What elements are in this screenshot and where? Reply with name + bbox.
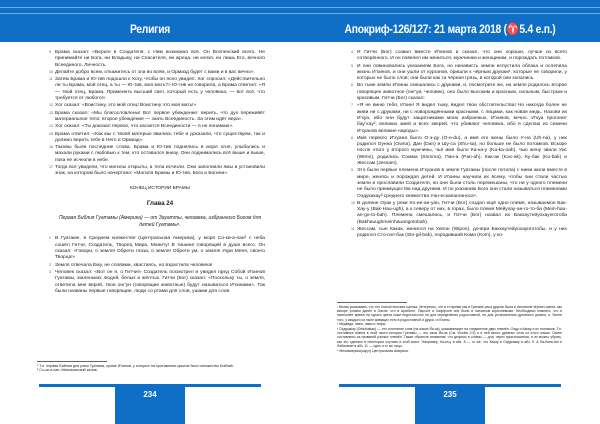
verse-text: Хог сказал: «Ты доказал первое, что касается Всеединости — я не понимаю».: [55, 124, 234, 130]
verse-number: 10: [351, 200, 355, 205]
footnote: ² Медведи, змеи, львы и тигры.: [337, 322, 387, 327]
verse-number: 15: [49, 131, 53, 136]
verse-text: Брама ответил: «Как мы с твоей матерью явились тебе и доказали, что существуем, так и должно верить тебе в Него и Ормазд».: [55, 131, 265, 143]
page-number: 234: [115, 386, 185, 424]
verse: [49, 77, 265, 102]
verse: [351, 200, 567, 226]
verse: [49, 50, 265, 69]
verse: [49, 262, 265, 269]
verse-number: 10: [49, 69, 53, 74]
verse-number: 9: [49, 50, 51, 54]
verse: [351, 83, 567, 102]
end-title: КОНЕЦ ИСТОРИИ БРАМЫ: [129, 185, 191, 191]
verse: [49, 269, 265, 295]
verse-number: 11: [351, 227, 355, 232]
verse: [351, 168, 567, 199]
footnote: ¹ Т.е. первая Библия для расы Гуатамы, кроме И'хинов, у которых на протяжении циклов было множество Библий.: [37, 363, 234, 368]
verse-number: 11: [49, 77, 53, 82]
verse-number: 2: [49, 262, 51, 267]
verse: [49, 110, 265, 124]
verse-text: В долине Оуак у реки Хо-ин-ан-уан, Гитчи (Бог) создал ещё одно племя, называемое Бак-Хау-у (Bak-Hau-ugh), а к северу от них, в горах, было племя Мейухау-ан-го-то-ба (Mein-hau-an-go-to-bah). Племена смешались, и Гитчи (Бог) назвал их Бакхаутейуохаунготоба (Bakhauughmeinhauangotobah).: [357, 200, 567, 225]
verse-number: 1: [49, 236, 51, 241]
page-header: [0, 0, 300, 42]
verse-number: 3: [49, 269, 51, 274]
verse-text: Это были первые племена И'хуанов в земле Гуатамы (после потопа) с ними жили вместе в мире, женясь и порождая детей. И И'хины научили их всему, чтобы они стали частью земли и прославили Создателя, но они были столь перемешаны, что ни у одного племени не было преимущества над другими. И по указанию Бога они стали называться племенами Оэдукакау³ среднего княжества Уан-ескапанганоса⁴.: [357, 168, 567, 199]
footnote: ¹ Вновь указываем, что это статистическая оценка. Интересно, что в то время как в Гуатаме раса друков была в основном чёрного цвета, мы вскоре узнаем далее в Оаспе, что в Арабин'е, Парси'е и Хафф'оне они были в основном коричневыми. Необходимо помнить, что в нынешнее время ни одного цвета кожи недостаточно ни для определения родословной, ни для установления духовного уровня, и, более того, у каждого из ныне живущих есть в родословной и друки, и И'хины.: [337, 304, 562, 322]
verse: [49, 145, 265, 164]
verse: [351, 63, 567, 83]
verse-number: 17: [49, 165, 53, 170]
verse-text: Таковы были последние слова. Брама и Ю-тив поднялись в море огня, улыбались и махали руками с любовью к тем, кто оставался внизу. Они поднимались всё выше и выше, пока не исчезли в небе.: [55, 145, 265, 163]
verse-number: 16: [49, 145, 53, 150]
verse-number: 8: [351, 135, 353, 140]
verse-number: 4: [351, 50, 353, 54]
verse-number: 7: [351, 103, 353, 108]
verse: [49, 131, 265, 145]
verse-number: 6: [351, 83, 353, 88]
footnote: ⁴ Мезоамерика(округ) Центральная Америка.: [337, 348, 409, 353]
verse-text: «Я не виню тебя, И'хин! Я видел тьму, видел твои обстоятельства! Но никогда более не живи ни с друками, ни с новорождёнными красными, с лицами, как новая медь. Назови их И'хуа, ибо они будут защитниками моих избранных, И'хинов, вечно. И'хуа прогонит бау`кау², великих змей и всех зверей, что убивают человека, ибо я сделаю из семени И'хуанов великие народы».: [357, 103, 567, 134]
body-text: [49, 50, 265, 296]
footnotes: [337, 302, 562, 353]
verse-text: Земля отвечала Ему, не словами, хвастаясь, но взрастила человека!: [55, 262, 213, 268]
verse-number: 14: [49, 124, 53, 129]
verse-text: И они повиновались указаниям Бога, но ненависть земли испустила облака и ослепила жизнь И'хинов, и они ушли от курганов, пришли к чёрным друкам¹, которые не говорили, у которых не было слов; они были как та чёрная грязь, в которой они копались.: [357, 63, 567, 82]
body-text: [351, 50, 567, 241]
verse: [351, 135, 567, 167]
verse-text: Жессам, сын Какак, женился на Уипон (Wipon), дочери Бакхаутейуохаунготобы, и у них родился Сто-гил-бак (Sto-gil-bak), породивший Кома (Kom), у ко-: [357, 227, 567, 239]
verse-number: 12: [49, 103, 53, 108]
verse: [49, 124, 265, 130]
verse: [351, 50, 567, 63]
chapter-subtitle: Первая Библия Гуатамы (Америка) — от Зауатты, человека, избранного Богом для детей Гуатамы¹.: [58, 215, 262, 228]
verse: [351, 103, 567, 134]
verse-text: Хог сказал: «Воистину, это мой отец! Воистину это моя мать!»: [55, 103, 197, 109]
verse-text: В Гуатаме, в Среднем княжестве (Центральная Америка), у моря Со-ки-а-пан² с неба сошёл Гитчи, Создатель, Творец Мира, Маниту! В тишине говорящий в душе всего. Он сказал: «Говори, о земля! Обрети глаза, о земля! Обрети ум, о земля! Узри Меня, своего Творца!»: [55, 236, 265, 261]
verse-text: Во тьме земли И'хины смешались с друками, и, посмотрите же, на земле родилось второе говорящее животное (онг'уи, человек), оно было высоким и красным, сильным, быстрым и красивым. Гитчи (Бог) сказал:: [357, 83, 567, 102]
chapter-title: Глава 24: [146, 199, 174, 207]
verse-number: 5: [351, 63, 353, 68]
document-title: Апокриф-126/127: 21 марта 2018 (♈5.4 е.п.): [344, 22, 556, 36]
verse-text: И Гитчи (Бог) созвал вместе И'хинов и сказал, что они хороши, лучше из всего сотворённого. И он повелел им жениться, мужчинам и женщинам, и порождать потомков.: [357, 50, 567, 62]
verse: [49, 69, 265, 76]
verse-text: Имя первого И'хуана было О-э-ду (O-e-du), а имя его жены было У-на (Uh-na), у них родился Оунна (Owna), Дан (Dan) и Шу-са (Shu-sa), но больше не было потомков. Вскоре после этого у второго мужчины, чьё имя было Ка-ка-у (Ka-ka-oah), чью жену звали Уис (Wenn), родились Сомма (Somma), Пан-а (Pan-ah), Как-ак (Kac-ak), Ку-бак (Ku-bak) и Жессам (Jessam).: [357, 135, 567, 167]
verse-text: Человек сказал: «Вот он я, о Гитчи!» Создатель посмотрел и увидел пред Собой И'хинов Гуатамы, маленьких людей, белых и жёлтых. Гитчи (Бог) сказал: «Поскольку ты, о земля, ответила мне верой, твои онг'уи (говорящие животные) будут называться И'хинами». Так были названы первые говорящие, люди со ртами для слов, ушами для слов.: [55, 269, 265, 294]
section-title: Религия: [129, 22, 171, 36]
footnotes: [37, 361, 247, 373]
page-number: 235: [415, 386, 485, 424]
right-page: [300, 0, 600, 424]
verse-text: Делайте добро всем, откажитесь от зла во всём, и Ормазд будет с вами и в вас вечно».: [55, 69, 255, 75]
footnote: ² Со-ки-а-пан; Мексиканский залив.: [37, 368, 98, 373]
verse-text: Брама сказал: «Верьте в Создателя, с Ним возможно всё. Он Вселенский всего. Не принимайте ни Бога, ни Владыку, ни Спасителя, ни жреца, ни князя, но лишь Его, вечного Всеединого, Личность.: [55, 50, 265, 68]
verse: [351, 227, 567, 240]
verse-number: 13: [49, 110, 53, 115]
verse: [49, 236, 265, 261]
verse-text: Тогда все увидели, что могилы открыты, а тела исчезли. Они заполнили ямы и установили знак, на котором было начертано: «Могила Брамы и Ю-тив, Бога и Богини».: [55, 165, 265, 177]
footnote: ³ Оэдукакау (Oedukakau) — это сочетание слов (на языке Йа-ак), указывающее на соединение двух племён: Оэду и Какау и их потомков. Т.е. составные имена в этой части истории Гуатамы — это язык Йа-ак (См. Worlds 2.5) и в ней много древних слов из этого языка. Оаспе составлены из названий разных племён. Также обратите внимание, что дефисы в словах — для, через произношения, и их можно убрать, как это сделано в некоторых случаях в этой книге. Например, Ка-ка-у в абз. 8 — то же, что Какау в Оэдукакау в абз. 9. А Ла-бана-ган и Лабанаган в абз. 11 — одно и то же лицо.: [337, 326, 562, 349]
verse-text: Брама сказал: «Мы благословлены! Вот первое убеждение: верить, что дух переживёт материальное тело; второе убеждение — знать Всеединость. За этим идёт вера».: [55, 110, 265, 122]
verse: [49, 103, 265, 109]
verse: [49, 165, 265, 178]
verse-number: 9: [351, 168, 353, 173]
verse-text: Затем Брама и Ю-тив подошли к Хогу, чтобы он ясно увидел. Хог спросил: «Действительно ли ты Брама, мой отец, а ты — Ю-тив, моя мать?» Ю-тив не говорила, а Брама ответил: «Я — твой отец, Брама. Применить высший свет, который есть у человека, — вот всё, что требуется от любого!»: [55, 77, 265, 102]
page-header: [300, 0, 600, 42]
